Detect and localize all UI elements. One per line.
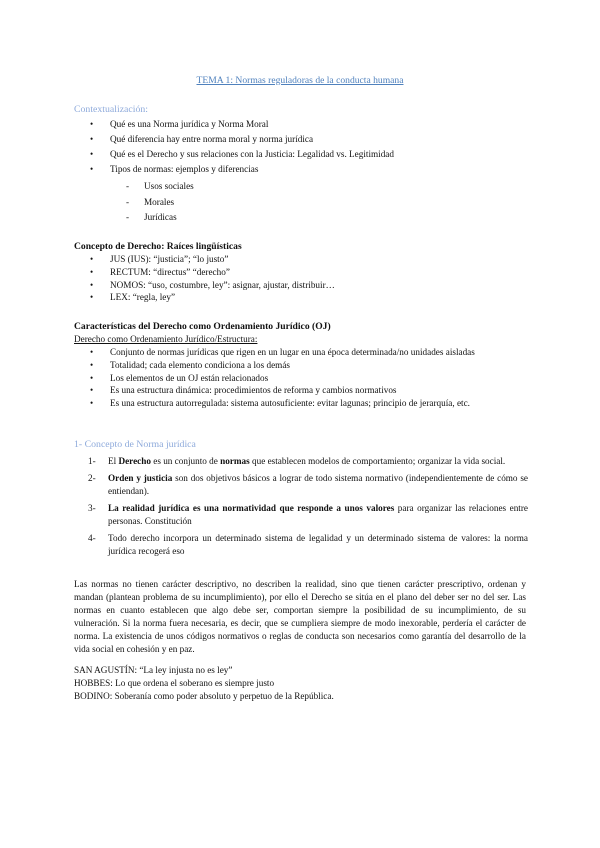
list-item	[88, 502, 528, 528]
item-text: Todo derecho incorpora un determinado sistema de legalidad y un determinado sistema de valores: la norma jurídica recogerá eso	[108, 533, 528, 556]
caracteristicas-heading: Características del Derecho como Ordenamiento Jurídico (OJ)	[74, 321, 331, 332]
list-item: - Usos sociales	[126, 180, 194, 196]
item-text: El	[108, 456, 119, 466]
caracteristicas-subheading: Derecho como Ordenamiento Jurídico/Estructura:	[74, 334, 258, 344]
list-item: • Es una estructura autorregulada: sistema autosuficiente: evitar lagunas; principio de jerarquía, etc.	[74, 397, 475, 410]
item-number: 1-	[88, 456, 96, 466]
contextualizacion-heading: Contextualización:	[74, 104, 148, 115]
list-item: • Los elementos de un OJ están relacionados	[74, 372, 475, 385]
list-item: • Tipos de normas: ejemplos y diferencias	[74, 163, 394, 178]
item-bold-text: normas	[220, 456, 250, 466]
list-item: • LEX: “regla, ley”	[74, 291, 335, 304]
contextualizacion-list	[74, 118, 394, 178]
quote-hobbes: HOBBES: Lo que ordena el soberano es siempre justo	[74, 678, 275, 688]
list-item: • Qué es el Derecho y sus relaciones con la Justicia: Legalidad vs. Legitimidad	[74, 148, 394, 163]
list-item	[88, 532, 528, 558]
norma-list	[88, 455, 528, 562]
item-bold-text: Derecho	[118, 456, 151, 466]
quote-bodino: BODINO: Soberanía como poder absoluto y perpetuo de la República.	[74, 691, 334, 701]
list-item: • JUS (IUS): “justicia”; “lo justo”	[74, 253, 335, 266]
body-paragraph: Las normas no tienen carácter descriptivo, no describen la realidad, sino que tienen carácter prescriptivo, ordenan y mandan (plantean problema de su incumplimiento), por ello el Derecho se sitúa en el plano del deber ser no del ser. Las normas en cuanto establecen que algo debe ser, comportan siempre la posibilidad de su incumplimiento, de su vulneración. Si la norma fuera necesaria, es decir, que se cumpliera siempre de modo inexorable, perdería el carácter de norma. La existencia de unos códigos normativos o reglas de conducta son necesarios como garantía del desarrollo de la vida social en cohesión y en paz.	[74, 579, 526, 654]
list-item: • Conjunto de normas jurídicas que rigen en un lugar en una época determinada/no unidades aisladas	[74, 346, 475, 359]
item-text: que establecen modelos de comportamiento; organizar la vida social.	[249, 456, 506, 466]
item-text: es un conjunto de	[150, 456, 221, 466]
caracteristicas-list	[74, 346, 475, 410]
list-item: • NOMOS: “uso, costumbre, ley”: asignar, ajustar, distribuir…	[74, 279, 335, 292]
document-title: TEMA 1: Normas reguladoras de la conducta humana	[196, 75, 404, 86]
concepto-list	[74, 253, 335, 304]
list-item: - Jurídicas	[126, 211, 194, 227]
list-item: • Es una estructura dinámica: procedimientos de reforma y cambios normativos	[74, 384, 475, 397]
item-text: para organizar las relaciones entre personas. Constitución	[108, 503, 528, 526]
list-item	[88, 455, 528, 468]
item-number: 2-	[88, 473, 96, 483]
list-item: • Totalidad; cada elemento condiciona a los demás	[74, 359, 475, 372]
item-bold-text: La realidad jurídica es una normatividad que responde a unos valores	[108, 503, 395, 513]
norma-heading: 1- Concepto de Norma jurídica	[74, 439, 196, 450]
item-number: 4-	[88, 533, 96, 543]
tipos-normas-sublist	[126, 180, 194, 227]
item-bold-text: Orden y justicia	[108, 473, 173, 483]
list-item: • Qué diferencia hay entre norma moral y norma jurídica	[74, 133, 394, 148]
list-item: • RECTUM: “directus” “derecho”	[74, 266, 335, 279]
quote-san-agustin: SAN AGUSTÍN: “La ley injusta no es ley”	[74, 665, 233, 675]
list-item: • Qué es una Norma jurídica y Norma Moral	[74, 118, 394, 133]
item-text: son dos objetivos básicos a lograr de todo sistema normativo (independientemente de cómo se entiendan).	[108, 473, 528, 496]
item-number: 3-	[88, 503, 96, 513]
concepto-heading: Concepto de Derecho: Raíces lingüísticas	[74, 241, 242, 252]
list-item	[88, 472, 528, 498]
list-item: - Morales	[126, 196, 194, 212]
